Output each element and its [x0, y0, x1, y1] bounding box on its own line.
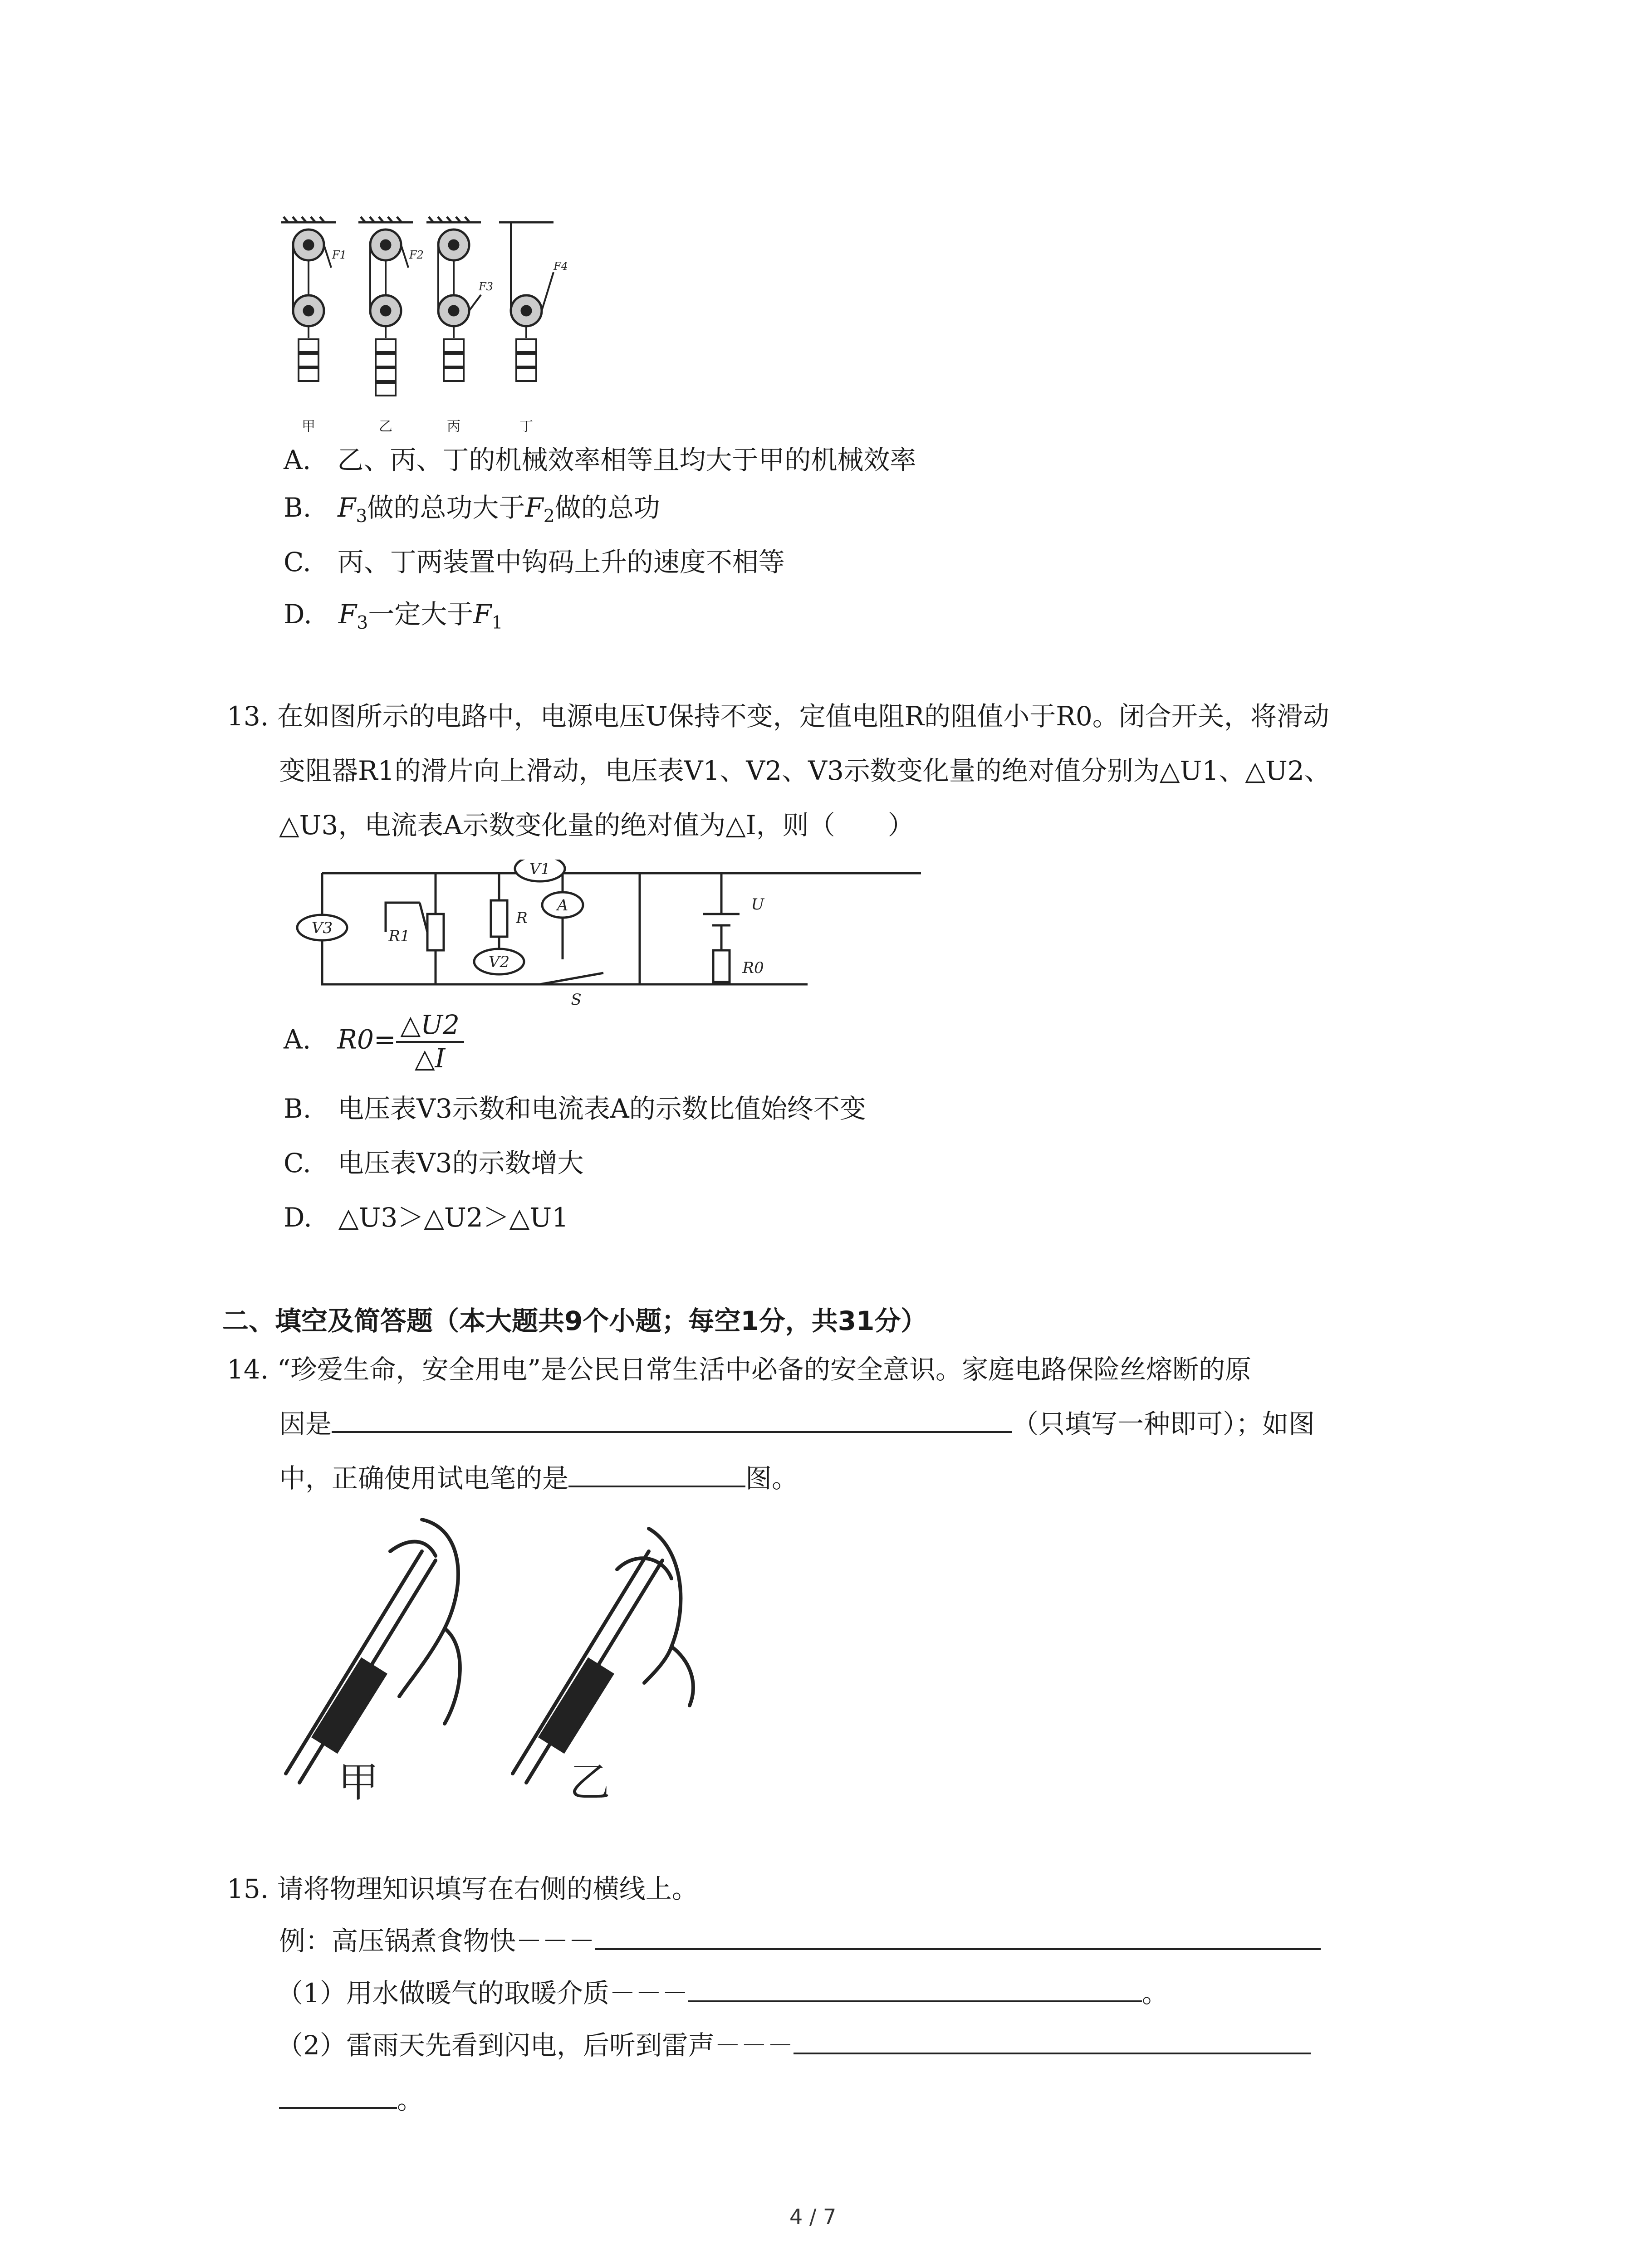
- q15-line-1: 15. 请将物理知识填写在右侧的横线上。: [227, 1873, 698, 1904]
- pulley-figure: [272, 213, 590, 449]
- pulley-label-yi: 乙: [379, 419, 392, 435]
- q15-example: 例：高压锅煮食物快－－－: [279, 1926, 1321, 1957]
- circuit-label-r0: R0: [742, 959, 764, 977]
- q13-line-2: 变阻器R1的滑片向上滑动，电压表V1、V2、V3示数变化量的绝对值分别为△U1、△U2、: [279, 755, 1331, 786]
- q13-line-3: △U3，电流表A示数变化量的绝对值为△I，则（ ）: [279, 810, 914, 841]
- circuit-label-u: U: [751, 895, 764, 914]
- q15-blank-2a[interactable]: [794, 2031, 1311, 2054]
- force-label-f4: F4: [554, 260, 568, 273]
- q12-option-c: C. 丙、丁两装置中钩码上升的速度不相等: [284, 547, 785, 577]
- q15-item-2: （2）雷雨天先看到闪电，后听到雷声－－－: [277, 2030, 1311, 2062]
- q15-item-1: （1）用水做暖气的取暖介质－－－ 。: [277, 1978, 1168, 2009]
- circuit-label-v2: V2: [488, 953, 510, 971]
- q15-example-blank[interactable]: [595, 1926, 1321, 1950]
- q15-blank-1[interactable]: [688, 1979, 1142, 2002]
- q14-blank-1[interactable]: [332, 1409, 1012, 1433]
- q14-line-2: 因是 （只填写一种即可）；如图: [279, 1408, 1315, 1439]
- q12-option-a: A. 乙、丙、丁的机械效率相等且均大于甲的机械效率: [284, 445, 916, 475]
- q14-line-3: 中，正确使用试电笔的是 图。: [279, 1463, 798, 1494]
- q14-line-1: 14. “珍爱生命，安全用电”是公民日常生活中必备的安全意识。家庭电路保险丝熔断的原: [227, 1354, 1251, 1385]
- circuit-label-a: A: [557, 896, 568, 914]
- q13-line-1: 13. 在如图所示的电路中，电源电压U保持不变，定值电阻R的阻值小于R0。闭合开关，将滑动: [227, 701, 1329, 732]
- test-pen-figure: [272, 1510, 708, 1805]
- circuit-label-s: S: [571, 991, 582, 1009]
- section-title: 二、填空及简答题（本大题共9个小题；每空1分，共31分）: [222, 1305, 927, 1336]
- q15-item-2-cont: 。: [279, 2084, 423, 2116]
- circuit-label-r1: R1: [388, 927, 410, 945]
- circuit-label-v1: V1: [529, 860, 551, 878]
- circuit-label-r: R: [516, 909, 528, 927]
- q14-blank-2[interactable]: [568, 1464, 745, 1487]
- q13-option-b: B. 电压表V3示数和电流表A的示数比值始终不变: [284, 1093, 866, 1124]
- pen-label-yi: 乙: [569, 1759, 610, 1805]
- fraction: $\frac{\triangle U2}{\triangle I}$: [396, 1009, 464, 1074]
- force-label-f1: F1: [332, 249, 347, 261]
- force-label-f3: F3: [479, 280, 493, 293]
- q13-option-a: A. R0= $\frac{\triangle U2}{\triangle I}$: [284, 1009, 464, 1074]
- q13-option-d: D. △U3＞△U2＞△U1: [284, 1202, 569, 1233]
- q13-option-c: C. 电压表V3的示数增大: [284, 1148, 584, 1178]
- page-number: 4 / 7: [789, 2204, 837, 2229]
- pen-label-jia: 甲: [338, 1759, 379, 1805]
- force-label-f2: F2: [409, 249, 424, 261]
- circuit-label-v3: V3: [311, 919, 333, 937]
- q12-option-b: B. $F_3$做的总功大于$F_2$做的总功: [284, 492, 660, 527]
- q12-option-d: D. $F_3$一定大于$F_1$: [284, 599, 503, 633]
- pulley-label-jia: 甲: [302, 419, 315, 435]
- circuit-diagram: [286, 860, 1012, 1009]
- pulley-label-bing: 丙: [447, 419, 460, 435]
- pulley-label-ding: 丁: [519, 419, 533, 435]
- q15-blank-2b[interactable]: [279, 2085, 397, 2109]
